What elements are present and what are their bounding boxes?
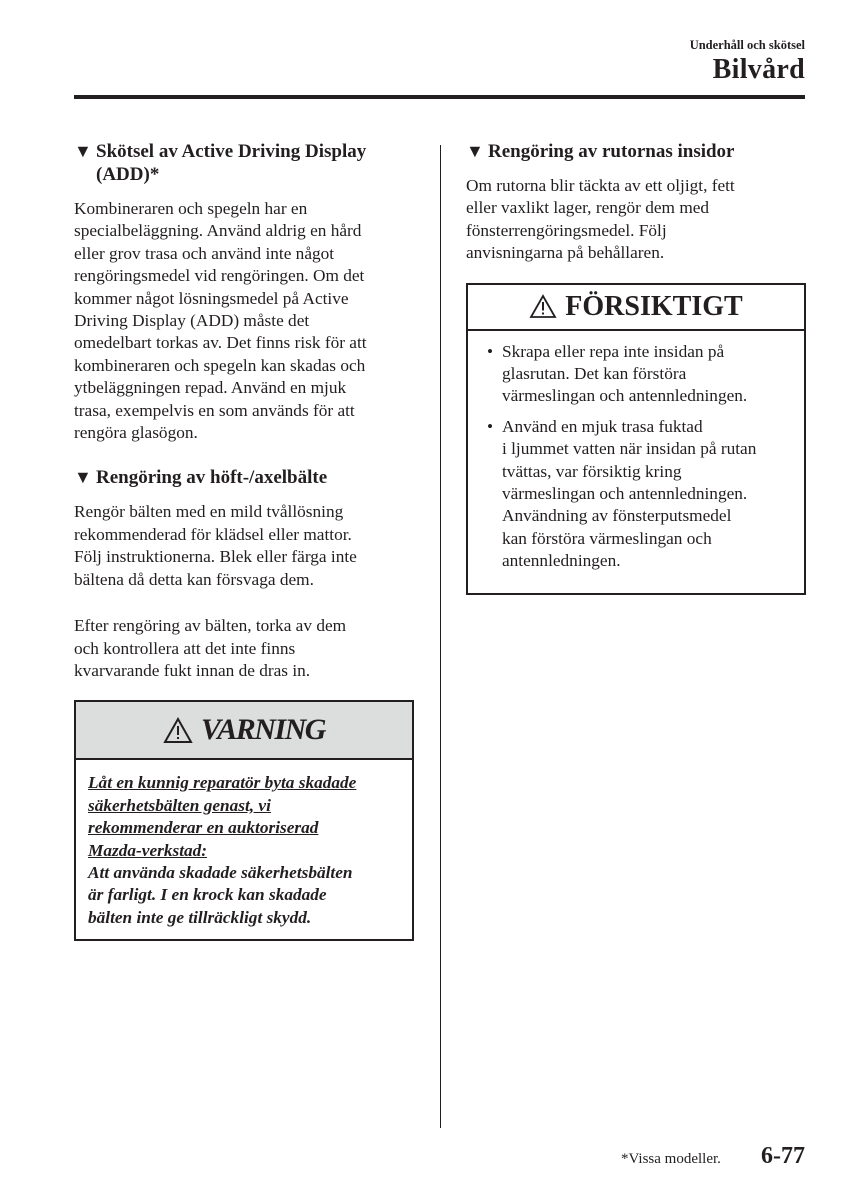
right-column bbox=[466, 140, 806, 595]
section-heading-text: Rengöring av rutornas insidor bbox=[488, 141, 735, 162]
text-line: rengöringsmedel vid rengöringen. Om det bbox=[74, 266, 365, 286]
warning-body bbox=[76, 760, 412, 939]
warning-line: Mazda-verkstad: bbox=[88, 840, 208, 860]
warning-box bbox=[74, 700, 414, 941]
left-column bbox=[74, 140, 414, 941]
caution-header bbox=[468, 285, 804, 331]
text-line: i ljummet vatten när insidan på rutan bbox=[502, 439, 757, 459]
text-line: fönsterrengöringsmedel. Följ bbox=[466, 220, 667, 240]
text-line: kommer något lösningsmedel på Active bbox=[74, 288, 349, 308]
footnote: *Vissa modeller. bbox=[621, 1151, 721, 1167]
text-line: rengöra glasögon. bbox=[74, 423, 198, 443]
text-line: bältena då detta kan försvaga dem. bbox=[74, 569, 314, 589]
text-line: ytbeläggningen repad. Använd en mjuk bbox=[74, 378, 347, 398]
belt-cleaning-paragraph bbox=[74, 501, 414, 591]
caution-bullet bbox=[478, 416, 790, 573]
header-rule bbox=[74, 95, 805, 99]
text-line: Användning av fönsterputsmedel bbox=[502, 506, 732, 526]
caution-box bbox=[466, 283, 806, 595]
add-care-paragraph bbox=[74, 198, 414, 444]
running-header-section: Underhåll och skötsel bbox=[689, 38, 805, 52]
text-line: värmeslingan och antennledningen. bbox=[502, 484, 748, 504]
text-line: Driving Display (ADD) måste det bbox=[74, 311, 310, 331]
warning-line: bälten inte ge tillräckligt skydd. bbox=[88, 907, 312, 927]
text-line: Rengör bälten med en mild tvållösning bbox=[74, 502, 344, 522]
page-title: Bilvård bbox=[712, 54, 805, 85]
down-triangle-icon: ▼ bbox=[466, 141, 484, 161]
text-line: eller grov trasa och använd inte något bbox=[74, 243, 335, 263]
section-heading-windows bbox=[466, 140, 806, 163]
column-divider bbox=[440, 145, 441, 1128]
caution-label: FÖRSIKTIGT bbox=[565, 290, 743, 322]
section-heading-text: Rengöring av höft-/axelbälte bbox=[96, 467, 328, 489]
caution-body bbox=[468, 331, 804, 593]
text-line: rekommenderad för klädsel eller mattor. bbox=[74, 524, 352, 544]
down-triangle-icon: ▼ bbox=[74, 467, 92, 488]
warning-line: Låt en kunnig reparatör byta skadade bbox=[88, 773, 357, 793]
text-line: Följ instruktionerna. Blek eller färga inte bbox=[74, 547, 357, 567]
text-line: Om rutorna blir täckta av ett oljigt, fett bbox=[466, 176, 735, 195]
text-line: Skrapa eller repa inte insidan på bbox=[502, 341, 725, 361]
warning-line: säkerhetsbälten genast, vi bbox=[88, 795, 271, 815]
text-line: kan förstöra värmeslingan och bbox=[502, 528, 712, 548]
warning-header bbox=[76, 702, 412, 760]
belt-drying-paragraph bbox=[74, 615, 414, 682]
text-line: kombineraren och spegeln kan skadas och bbox=[74, 355, 366, 375]
text-line: specialbeläggning. Använd aldrig en hård bbox=[74, 221, 362, 241]
text-line: glasrutan. Det kan förstöra bbox=[502, 364, 687, 384]
text-line: kvarvarande fukt innan de dras in. bbox=[74, 660, 311, 680]
text-line: anvisningarna på behållaren. bbox=[466, 243, 665, 263]
caution-bullet bbox=[478, 341, 790, 408]
bullet-dot-icon: • bbox=[486, 416, 494, 436]
text-line: trasa, exempelvis en som används för att bbox=[74, 400, 355, 420]
warning-triangle-icon bbox=[529, 294, 557, 319]
text-line: Använd en mjuk trasa fuktad bbox=[502, 416, 703, 436]
warning-triangle-icon bbox=[163, 717, 193, 744]
down-triangle-icon: ▼ bbox=[74, 141, 92, 161]
text-line: Efter rengöring av bälten, torka av dem bbox=[74, 616, 347, 636]
window-cleaning-paragraph bbox=[466, 175, 806, 265]
bullet-dot-icon: • bbox=[486, 341, 494, 361]
text-line: antennledningen. bbox=[502, 551, 621, 571]
text-line: och kontrollera att det inte finns bbox=[74, 638, 296, 658]
section-heading-add bbox=[74, 140, 414, 186]
text-line: eller vaxlikt lager, rengör dem med bbox=[466, 198, 710, 218]
section-heading-text: Skötsel av Active Driving Display (ADD)* bbox=[96, 141, 367, 185]
section-heading-belt bbox=[74, 466, 414, 489]
page-number: 6-77 bbox=[761, 1143, 805, 1169]
text-line: omedelbart torkas av. Det finns risk för att bbox=[74, 333, 367, 353]
warning-line: är farligt. I en krock kan skadade bbox=[88, 885, 327, 905]
text-line: Kombineraren och spegeln har en bbox=[74, 199, 308, 218]
warning-line: rekommenderar en auktoriserad bbox=[88, 818, 319, 838]
text-line: tvättas, var försiktig kring bbox=[502, 461, 682, 481]
warning-label: VARNING bbox=[201, 713, 325, 747]
text-line: värmeslingan och antennledningen. bbox=[502, 386, 748, 406]
warning-line: Att använda skadade säkerhetsbälten bbox=[88, 862, 353, 882]
